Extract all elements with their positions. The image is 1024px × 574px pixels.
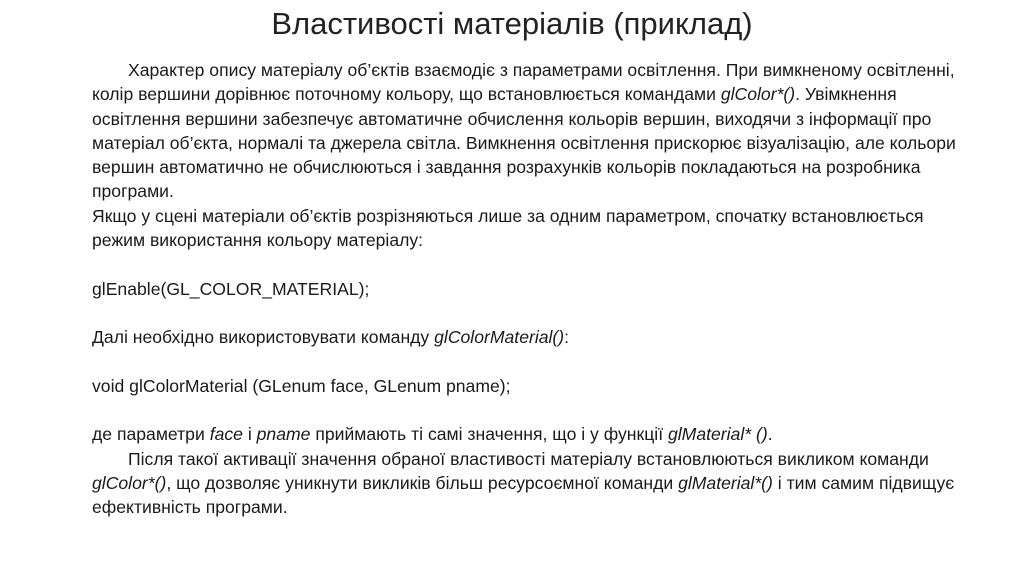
code-glmaterial: glMaterial*() bbox=[678, 473, 773, 494]
code-glcolor: glColor*() bbox=[92, 473, 167, 494]
slide-body bbox=[92, 58, 962, 520]
paragraph-lighting-intro bbox=[92, 58, 962, 204]
code-glcolor: glColor*() bbox=[720, 84, 796, 105]
spacer bbox=[92, 398, 962, 422]
code-glcolormaterial: glColorMaterial() bbox=[434, 327, 565, 348]
paragraph-activation bbox=[92, 447, 962, 520]
text-run: і bbox=[242, 424, 257, 445]
code-line-glenable: glEnable(GL_COLOR_MATERIAL); bbox=[92, 278, 370, 299]
paragraph-next-command bbox=[92, 325, 962, 349]
param-face: face bbox=[209, 424, 243, 445]
text-run: . bbox=[767, 424, 773, 445]
spacer bbox=[92, 301, 962, 325]
text-run: : bbox=[564, 327, 570, 348]
text-run: Після такої активації значення обраної властивості матеріалу встановлюються викликом команди bbox=[128, 448, 929, 469]
text-run: , що дозволяє уникнути викликів більш ресурсоємної команди bbox=[166, 473, 679, 494]
text-run: де параметри bbox=[92, 424, 210, 445]
param-pname: pname bbox=[256, 424, 311, 445]
text-run: приймають ті самі значення, що і у функції bbox=[310, 424, 668, 445]
paragraph-color-material-mode: Якщо у сцені матеріали об’єктів розрізняються лише за одним параметром, спочатку встановлюється режим використання кольору матеріалу: bbox=[92, 205, 924, 251]
spacer bbox=[92, 252, 962, 276]
text-run: Характер опису матеріалу об’єктів взаємодіє з параметрами освітлення. При вимкненому освітленні, колір вершини дорівнює поточному кольору, що встановлюється командами bbox=[92, 60, 955, 105]
text-run: і тим самим підвищує ефективність програми. bbox=[92, 473, 955, 518]
text-run: . Увімкнення освітлення вершини забезпечує автоматичне обчислення кольорів вершин, виходячи з інформації про матеріал об’єкта, нормалі та джерела світла. Вимкнення освітлення прискорює візуалізацію, але кольори вершин автоматично не обчислюються і завдання розрахунків кольорів покладаються на розробника програми. bbox=[92, 84, 956, 202]
slide-title: Властивості матеріалів (приклад) bbox=[271, 6, 753, 41]
spacer bbox=[92, 350, 962, 374]
code-line-signature: void glColorMaterial (GLenum face, GLenum pname); bbox=[92, 375, 511, 396]
code-glmaterial: glMaterial* () bbox=[667, 424, 768, 445]
text-run: Далі необхідно використовувати команду bbox=[92, 327, 435, 348]
paragraph-parameters bbox=[92, 422, 962, 446]
